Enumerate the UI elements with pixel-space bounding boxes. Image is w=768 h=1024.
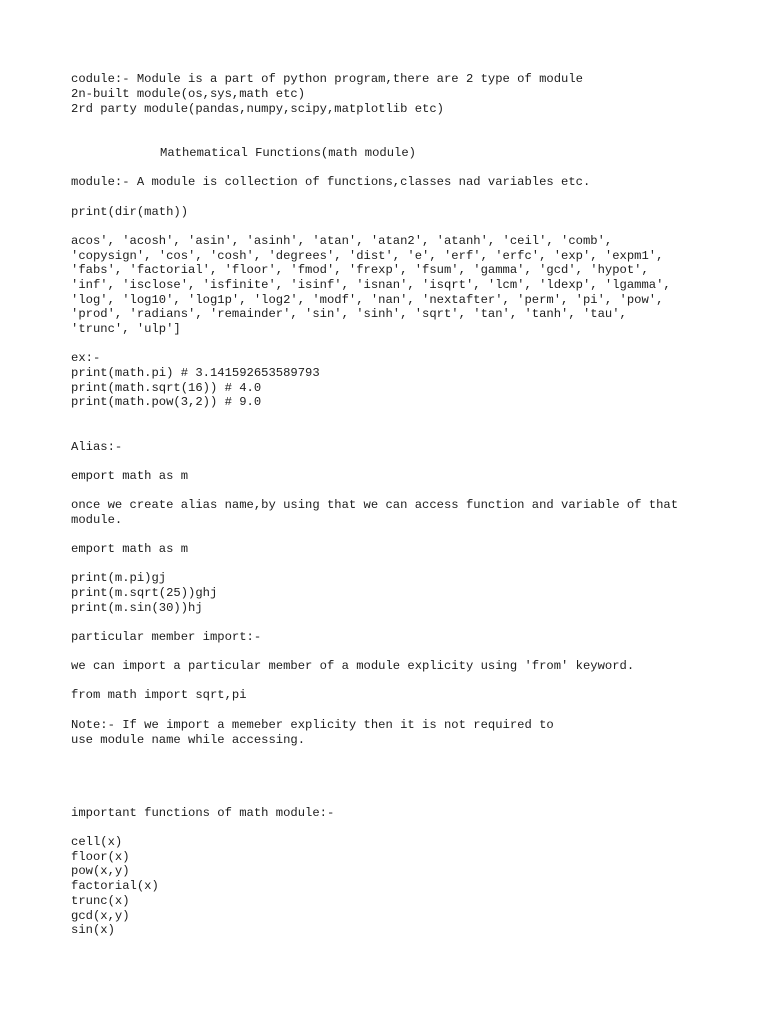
alias-example-line: print(m.pi)gj <box>71 571 167 585</box>
alias-example-line: print(m.sin(30))hj <box>71 601 203 615</box>
alias-import: emport math as m <box>71 542 189 556</box>
example-line: ex:- <box>71 351 101 365</box>
dir-call: print(dir(math)) <box>71 205 189 219</box>
alias-example-line: print(m.sqrt(25))ghj <box>71 586 218 600</box>
dir-output-line: 'inf', 'isclose', 'isfinite', 'isinf', 'isnan', 'isqrt', 'lcm', 'ldexp', 'lgamma', <box>71 278 671 292</box>
dir-output-line: 'fabs', 'factorial', 'floor', 'fmod', 'frexp', 'fsum', 'gamma', 'gcd', 'hypot', <box>71 263 649 277</box>
function-item: sin(x) <box>71 923 115 937</box>
function-item: cell(x) <box>71 835 123 849</box>
intro-line: 2rd party module(pandas,numpy,scipy,matplotlib etc) <box>71 102 444 116</box>
alias-explanation-line: module. <box>71 513 123 527</box>
function-item: gcd(x,y) <box>71 909 130 923</box>
function-item: factorial(x) <box>71 879 159 893</box>
function-item: floor(x) <box>71 850 130 864</box>
intro-line: codule:- Module is a part of python program,there are 2 type of module <box>71 72 583 86</box>
alias-import: emport math as m <box>71 469 189 483</box>
dir-output-line: 'prod', 'radians', 'remainder', 'sin', 'sinh', 'sqrt', 'tan', 'tanh', 'tau', <box>71 307 627 321</box>
dir-output-line: acos', 'acosh', 'asin', 'asinh', 'atan', 'atan2', 'atanh', 'ceil', 'comb', <box>71 234 613 248</box>
example-line: print(math.sqrt(16)) # 4.0 <box>71 381 262 395</box>
function-item: pow(x,y) <box>71 864 130 878</box>
member-import-explanation: we can import a particular member of a module explicity using 'from' keyword. <box>71 659 635 673</box>
alias-explanation-line: once we create alias name,by using that we can access function and variable of that <box>71 498 679 512</box>
function-item: trunc(x) <box>71 894 130 908</box>
intro-line: 2n-built module(os,sys,math etc) <box>71 87 306 101</box>
example-line: print(math.pow(3,2)) # 9.0 <box>71 395 262 409</box>
note-line: Note:- If we import a memeber explicity then it is not required to <box>71 718 554 732</box>
member-import-example: from math import sqrt,pi <box>71 688 247 702</box>
dir-output-line: 'trunc', 'ulp'] <box>71 322 181 336</box>
note-line: use module name while accessing. <box>71 733 306 747</box>
dir-output-line: 'log', 'log10', 'log1p', 'log2', 'modf', 'nan', 'nextafter', 'perm', 'pi', 'pow', <box>71 293 664 307</box>
alias-heading: Alias:- <box>71 440 123 454</box>
member-import-heading: particular member import:- <box>71 630 262 644</box>
module-definition: module:- A module is collection of functions,classes nad variables etc. <box>71 175 591 189</box>
example-line: print(math.pi) # 3.141592653589793 <box>71 366 320 380</box>
section-heading: Mathematical Functions(math module) <box>160 146 416 160</box>
dir-output-line: 'copysign', 'cos', 'cosh', 'degrees', 'dist', 'e', 'erf', 'erfc', 'exp', 'expm1', <box>71 249 664 263</box>
functions-heading: important functions of math module:- <box>71 806 335 820</box>
